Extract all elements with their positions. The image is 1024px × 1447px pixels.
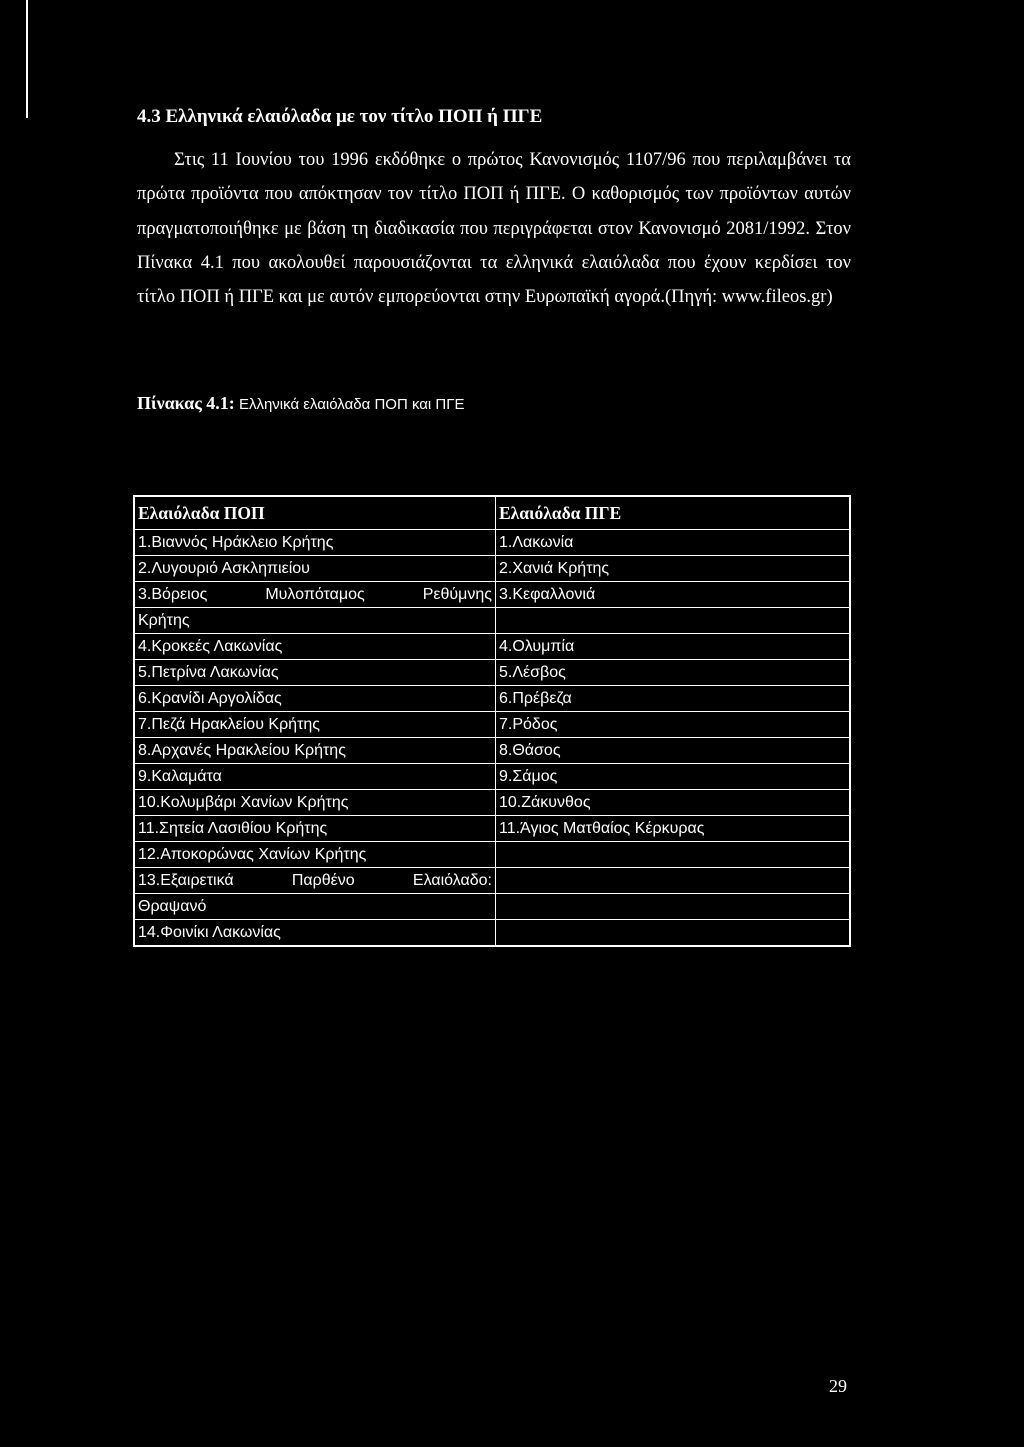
pop-cell: 7.Πεζά Ηρακλείου Κρήτης (134, 712, 496, 738)
pop-cell: 2.Λυγουριό Ασκληπιείου (134, 556, 496, 582)
pop-cell: 4.Κροκεές Λακωνίας (134, 634, 496, 660)
pge-cell: 5.Λέσβος (496, 660, 851, 686)
intro-paragraph (137, 143, 851, 314)
table-row (134, 842, 850, 868)
table-row (134, 582, 850, 608)
pop-cell: Κρήτης (134, 608, 496, 634)
pge-cell: 7.Ρόδος (496, 712, 851, 738)
table-row (134, 660, 850, 686)
pge-cell (496, 842, 851, 868)
pge-cell: 6.Πρέβεζα (496, 686, 851, 712)
section-heading: 4.3 Ελληνικά ελαιόλαδα με τον τίτλο ΠΟΠ ή ΠΓΕ (137, 106, 543, 127)
table-header-row (134, 496, 850, 530)
pge-cell: 1.Λακωνία (496, 530, 851, 556)
table-row (134, 920, 850, 947)
pop-cell: 1.Βιαννός Ηράκλειο Κρήτης (134, 530, 496, 556)
pop-cell: 5.Πετρίνα Λακωνίας (134, 660, 496, 686)
table-row (134, 764, 850, 790)
table-row (134, 712, 850, 738)
pge-cell: 3.Κεφαλλονιά (496, 582, 851, 608)
pop-cell: 14.Φοινίκι Λακωνίας (134, 920, 496, 947)
pop-cell: 12.Αποκορώνας Χανίων Κρήτης (134, 842, 496, 868)
table-row (134, 894, 850, 920)
pop-cell: Θραψανό (134, 894, 496, 920)
table-row (134, 738, 850, 764)
pop-cell: 9.Καλαμάτα (134, 764, 496, 790)
table-row (134, 608, 850, 634)
pge-cell: 8.Θάσος (496, 738, 851, 764)
table-row (134, 816, 850, 842)
table-caption (137, 393, 465, 414)
pop-cell: 8.Αρχανές Ηρακλείου Κρήτης (134, 738, 496, 764)
pop-cell: 10.Κολυμβάρι Χανίων Κρήτης (134, 790, 496, 816)
pge-cell (496, 894, 851, 920)
pop-cell: 13.Εξαιρετικά Παρθένο Ελαιόλαδο: (134, 868, 496, 894)
pge-cell (496, 920, 851, 947)
table-row (134, 868, 850, 894)
pge-cell: 10.Ζάκυνθος (496, 790, 851, 816)
pge-cell: 4.Ολυμπία (496, 634, 851, 660)
table-row (134, 686, 850, 712)
caption-label: Πίνακας 4.1: (137, 393, 235, 413)
table-row (134, 790, 850, 816)
margin-line (26, 0, 28, 118)
olive-oil-table (133, 495, 851, 947)
page-number: 29 (829, 1376, 847, 1396)
header-pge: Ελαιόλαδα ΠΓΕ (496, 496, 851, 530)
pge-cell: 2.Χανιά Κρήτης (496, 556, 851, 582)
pop-cell: 3.Βόρειος Μυλοπόταμος Ρεθύμνης (134, 582, 496, 608)
pge-cell (496, 868, 851, 894)
pge-cell: 11.Άγιος Ματθαίος Κέρκυρας (496, 816, 851, 842)
pge-cell (496, 608, 851, 634)
header-pop: Ελαιόλαδα ΠΟΠ (134, 496, 496, 530)
table-row (134, 556, 850, 582)
pge-cell: 9.Σάμος (496, 764, 851, 790)
caption-text: Ελληνικά ελαιόλαδα ΠΟΠ και ΠΓΕ (234, 396, 465, 413)
table-row (134, 634, 850, 660)
pop-cell: 11.Σητεία Λασιθίου Κρήτης (134, 816, 496, 842)
table-row (134, 530, 850, 556)
paragraph-text: Στις 11 Ιουνίου του 1996 εκδόθηκε ο πρώτος Κανονισμός 1107/96 που περιλαμβάνει τα πρώτα προϊόντα που απόκτησαν τον τίτλο ΠΟΠ ή ΠΓΕ. Ο καθορισμός των προϊόντων αυτών πραγματοποιήθηκε με βάση τη διαδικασία που περιγράφεται στον Κανονισμό 2081/1992. Στον Πίνακα 4.1 που ακολουθεί παρουσιάζονται τα ελληνικά ελαιόλαδα που έχουν κερδίσει τον τίτλο ΠΟΠ ή ΠΓΕ και με αυτόν εμπορεύονται στην Ευρωπαϊκή αγορά.(Πηγή: www.fileos.gr) (137, 150, 851, 308)
pop-cell: 6.Κρανίδι Αργολίδας (134, 686, 496, 712)
